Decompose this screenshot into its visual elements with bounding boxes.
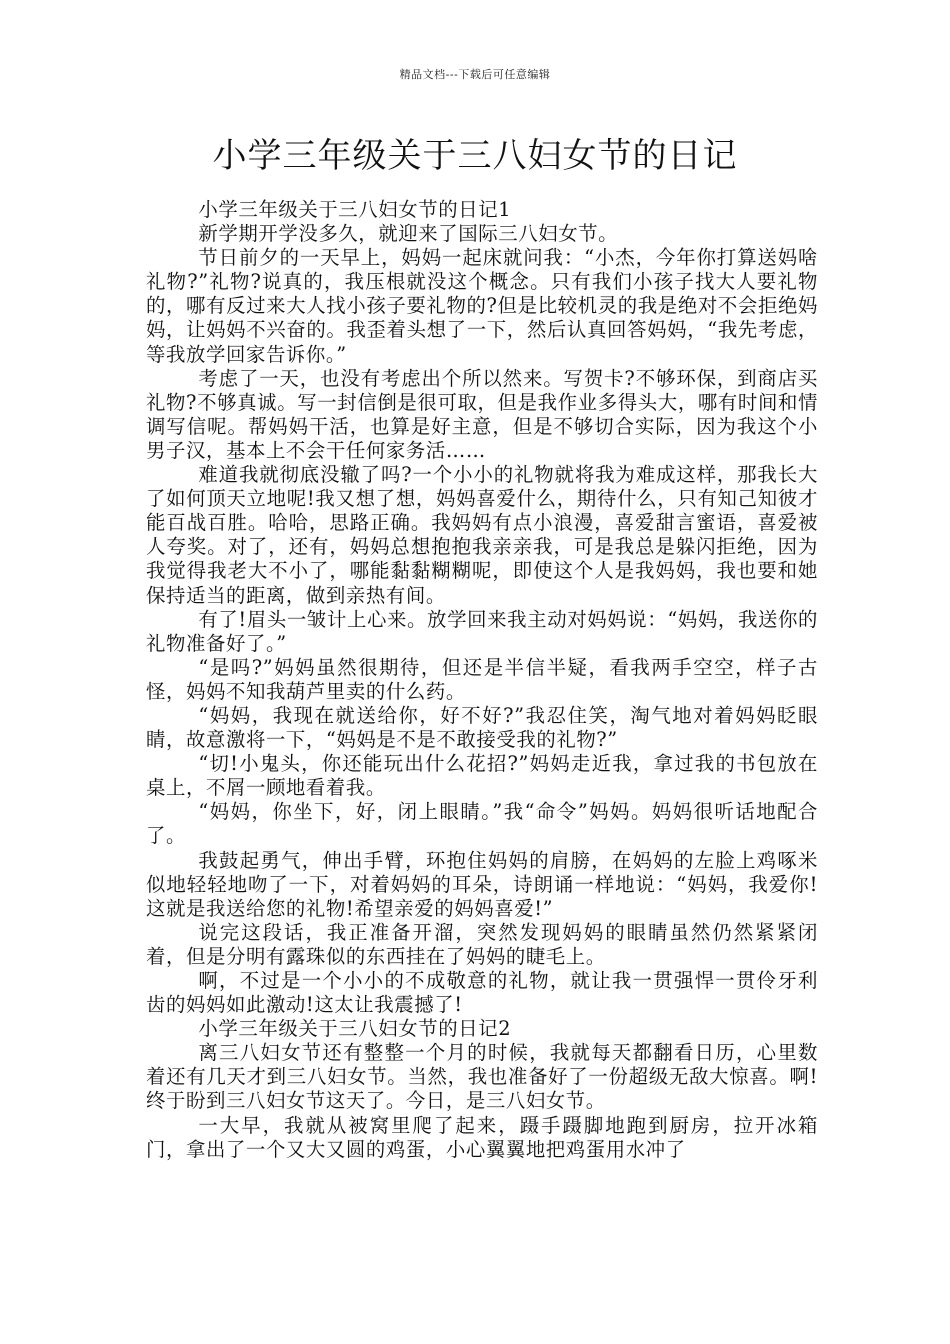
paragraph: 新学期开学没多久，就迎来了国际三八妇女节。 <box>198 222 619 246</box>
paragraph: “切!小鬼头，你还能玩出什么花招?”妈妈走近我，拿过我的书包放在桌上，不屑一顾地看着我。 <box>146 752 818 800</box>
paragraph: “妈妈，我现在就送给你，好不好?”我忍住笑，淘气地对着妈妈眨眼睛，故意激将一下，“妈妈是不是不敢接受我的礼物?” <box>146 703 818 752</box>
paragraph: “是吗?”妈妈虽然很期待，但还是半信半疑，看我两手空空，样子古怪，妈妈不知我葫芦里卖的什么药。 <box>146 655 818 703</box>
paragraph: 说完这段话，我正准备开溜，突然发现妈妈的眼睛虽然仍然紧紧闭着，但是分明有露珠似的东西挂在了妈妈的睫毛上。 <box>146 920 818 968</box>
page-header: 精品文档---下载后可任意编辑 <box>399 68 551 81</box>
paragraph: 节日前夕的一天早上，妈妈一起床就问我：“小杰，今年你打算送妈啥礼物?”礼物?说真的，我压根就没这个概念。只有我们小孩子找大人要礼物的，哪有反过来大人找小孩子要礼物的?但是比较机灵的我是绝对不会拒绝妈妈，让妈妈不兴奋的。我歪着头想了一下，然后认真回答妈妈，“我先考虑，等我放学回家告诉你。” <box>146 246 818 366</box>
document-body <box>146 198 818 1162</box>
paragraph: 考虑了一天，也没有考虑出个所以然来。写贺卡?不够环保，到商店买礼物?不够真诚。写一封信倒是很可取，但是我作业多得头大，哪有时间和情调写信呢。帮妈妈干活，也算是好主意，但是不够切合实际，因为我这个小男子汉，基本上不会干任何家务活…… <box>146 366 818 462</box>
paragraph: 有了!眉头一皱计上心来。放学回来我主动对妈妈说：“妈妈，我送你的礼物准备好了。” <box>146 607 818 655</box>
diary-heading-2: 小学三年级关于三八妇女节的日记2 <box>198 1017 512 1041</box>
paragraph: 难道我就彻底没辙了吗?一个小小的礼物就将我为难成这样，那我长大了如何顶天立地呢!我又想了想，妈妈喜爱什么，期待什么，只有知己知彼才能百战百胜。哈哈，思路正确。我妈妈有点小浪漫，喜爱甜言蜜语，喜爱被人夸奖。对了，还有，妈妈总想抱抱我亲亲我，可是我总是躲闪拒绝，因为我觉得我老大不小了，哪能黏黏糊糊呢，即使这个人是我妈妈，我也要和她保持适当的距离，做到亲热有间。 <box>146 463 818 607</box>
paragraph: 我鼓起勇气，伸出手臂，环抱住妈妈的肩膀，在妈妈的左脸上鸡啄米似地轻轻地吻了一下，对着妈妈的耳朵，诗朗诵一样地说：“妈妈，我爱你!这就是我送给您的礼物!希望亲爱的妈妈喜爱!” <box>146 848 818 920</box>
paragraph: 一大早，我就从被窝里爬了起来，蹑手蹑脚地跑到厨房，拉开冰箱门，拿出了一个又大又圆的鸡蛋，小心翼翼地把鸡蛋用水冲了 <box>146 1113 818 1161</box>
paragraph: “妈妈，你坐下，好，闭上眼睛。”我“命令”妈妈。妈妈很听话地配合了。 <box>146 800 818 848</box>
paragraph: 离三八妇女节还有整整一个月的时候，我就每天都翻看日历，心里数着还有几天才到三八妇女节。当然，我也准备好了一份超级无敌大惊喜。啊!终于盼到三八妇女节这天了。今日，是三八妇女节。 <box>146 1041 818 1113</box>
document-title: 小学三年级关于三八妇女节的日记 <box>212 136 738 176</box>
paragraph: 啊，不过是一个小小的不成敬意的礼物，就让我一贯强悍一贯伶牙利齿的妈妈如此激动!这太让我震撼了! <box>146 969 818 1017</box>
diary-heading-1: 小学三年级关于三八妇女节的日记1 <box>198 198 512 221</box>
